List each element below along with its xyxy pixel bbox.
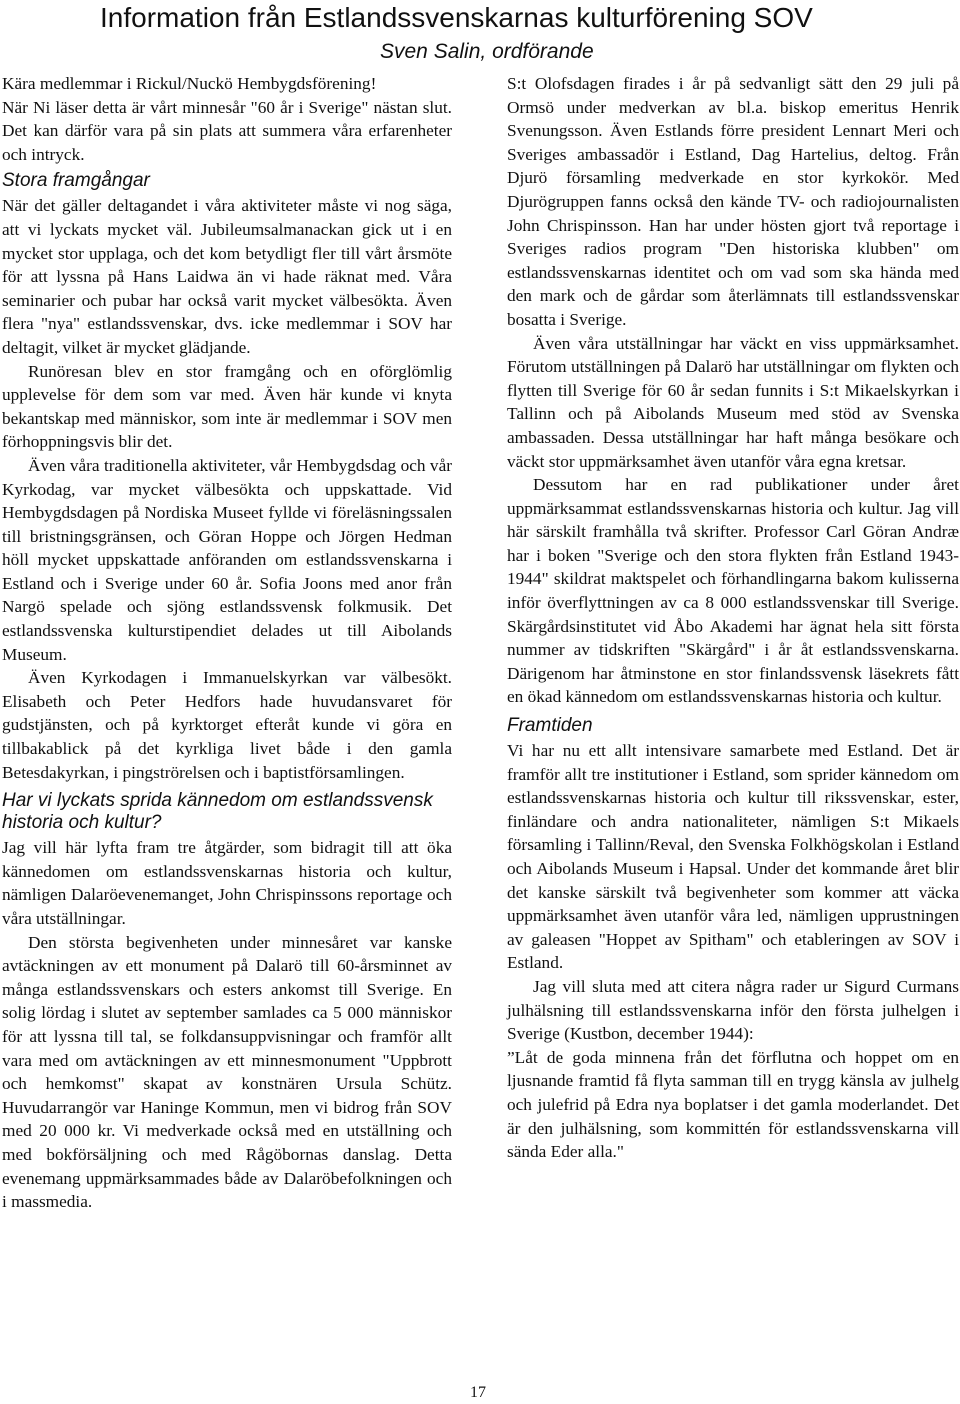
body-paragraph: Dessutom har en rad publikationer under året uppmärksammat estlandssvenskarnas historia och kultur. Jag vill här särskilt framhålla två skrifter. Professor Carl Göran Andræ har i boken "Sverige och den stora flykten från Estland 1943-1944" skildrat maktspelet och förhandlingarna bakom kulisserna inför överflyttningen av ca 8 000 estlandssvenskar till Sverige. Skärgårdsinstitutet vid Åbo Akademi har ägnat hela sitt första nummer av tidskriften "Skärgård" i år åt estlandssvenskarna. Därigenom har åtminstone en stor finlandssvensk läsekrets fått en ökad kännedom om estlandssvenskarnas historia och kultur. — [507, 475, 959, 707]
section-heading-framtiden: Framtiden — [507, 715, 593, 737]
page-number: 17 — [470, 1384, 486, 1401]
body-paragraph: S:t Olofsdagen firades i år på sedvanligt sätt den 29 juli på Ormsö under medverkan av bl.a. biskop emeritus Henrik Svenungsson. Även Estlands förre president Lennart Meri och Sveriges ambassadör i Estland, Dag Hartelius, deltog. Från Djurö församling medverkade en stor kyrkokör. Med Djurögruppen fanns också den kände TV- och radiojournalisten John Chrispinsson. Han har under hösten gjort två reportage i Sveriges radios program "Den historiska klubben" om estlandssvenskarnas identitet och om vad som ska hända med den mark och de gårdar som återlämnats till estlandssvenskar bosatta i Sverige. — [507, 74, 959, 329]
body-paragraph: Jag vill sluta med att citera några rader ur Sigurd Curmans julhälsning till estlandssvenskarna inför den första julhelgen i Sverige (Kustbon, december 1944): — [507, 976, 959, 1044]
quote-paragraph: ”Låt de goda minnena från det förflutna och hoppet om en ljusnande framtid få flyta samman till en trygg känsla av julhelg och julefrid på Edra nya boplatser i det gamla moderlandet. Det är den julhälsning, som kommittén för estlandssvenskarna vill sända Eder alla." — [507, 1047, 959, 1162]
right-column — [507, 72, 959, 1164]
body-paragraph: Runöresan blev en stor framgång och en oförglömlig upplevelse för dem som var med. Även här kunde vi knyta bekantskap med människor, som inte är medlemmar i SOV men förhoppningsvis blir det. — [2, 361, 452, 452]
section-heading-sprida-kannedom: Har vi lyckats sprida kännedom om estlandssvensk historia och kultur? — [2, 790, 433, 834]
greeting: Kära medlemmar i Rickul/Nuckö Hembygdsförening! — [2, 74, 377, 93]
body-paragraph: Även våra utställningar har väckt en viss uppmärksamhet. Förutom utställningen på Dalarö har utställningar om flykten och flytten till Sverige för 60 år sedan funnits i S:t Mikaelskyrkan i Tallinn och på Aibolands Museum med stöd av Svenska ambassaden. Dessa utställningar har haft många besökare och väckt stor uppmärksamhet även utanför våra egna kretsar. — [507, 333, 959, 471]
body-paragraph: Även våra traditionella aktiviteter, vår Hembygdsdag och vår Kyrkodag, var mycket välbesökta och uppskattade. Vid Hembygdsdagen på Nordiska Museet fyllde vi föreläsningssalen till bristningsgränsen, och Göran Hoppe och Jörgen Hedman höll mycket uppskattade anföranden om estlandssvenskarna i Estland och i Sverige under 60 år. Sofia Joons med anor från Nargö spelade och sjöng estlandssvensk folkmusik. Det estlandssvenska kulturstipendiet delades ut till Aibolands Museum. — [2, 455, 452, 664]
page-title: Information från Estlandssvenskarnas kulturförening SOV — [100, 2, 813, 33]
body-paragraph: Även Kyrkodagen i Immanuelskyrkan var välbesökt. Elisabeth och Peter Hedfors hade huvudansvaret för gudstjänsten, och på kyrktorget efteråt kunde vi göra en tillbakablick på det kyrkliga livet både i den gamla Betesdakyrkan, i pingströrelsen och i baptistförsamlingen. — [2, 668, 452, 782]
section-heading-stora-framgangar: Stora framgångar — [2, 170, 150, 192]
left-column — [2, 72, 452, 1214]
body-paragraph: När det gäller deltagandet i våra aktiviteter måste vi nog säga, att vi lyckats mycket väl. Jubileumsalmanackan gick ut i en mycket stor upplaga, och det kom betydligt fler till vårt årsmöte för att lyssna på Hans Laidwa än vi hade räknat med. Våra seminarier och pubar har också varit mycket välbesökta. Även flera "nya" estlandssvenskar, dvs. icke medlemmar i SOV har deltagit, vilket är mycket glädjande. — [2, 196, 452, 357]
body-paragraph: Den största begivenheten under minnesåret var kanske avtäckningen av ett monument på Dalarö till 60-årsminnet av många estlandssvenskars och esters ankomst till Sverige. En solig lördag i slutet av september samlades ca 5 000 människor för att lyssna till tal, se folkdansuppvisningar och framför allt vara med om avtäckningen av ett minnesmonument "Uppbrott och hemkomst" skapat av konstnären Ursula Schütz. Huvudarrangör var Haninge Kommun, men vi bidrog från SOV med 20 000 kr. Vi medverkade också med en utställning och med bokförsäljning och med Rågöbornas danslag. Detta evenemang uppmärksammades både av Dalaröbefolkningen och i massmedia. — [2, 932, 452, 1212]
body-paragraph: Jag vill här lyfta fram tre åtgärder, som bidragit till att öka kännedomen om estlandssvenskarnas historia och kultur, nämligen Dalaröevenemanget, John Chrispinssons reportage och våra utställningar. — [2, 838, 452, 928]
author-byline: Sven Salin, ordförande — [380, 40, 594, 63]
intro-paragraph: När Ni läser detta är vårt minnesår "60 år i Sverige" nästan slut. Det kan därför vara på sin plats att summera våra erfarenheter och intryck. — [2, 97, 452, 164]
body-paragraph: Vi har nu ett allt intensivare samarbete med Estland. Det är framför allt tre institutioner i Estland, som sprider kännedom om estlandssvenskarnas historia och kultur till rikssvenskar, ester, finländare och andra nationaliteter, nämligen S:t Mikaels församling i Tallinn/Reval, den Svenska Folkhögskolan i Estland och Aibolands Museum i Hapsal. Under det kommande året blir det kanske särskilt två begivenheter som kommer att väcka uppmärksamhet även utanför våra led, nämligen upprustningen av galeasen "Hoppet av Spitham" och etableringen av SOV i Estland. — [507, 741, 959, 973]
